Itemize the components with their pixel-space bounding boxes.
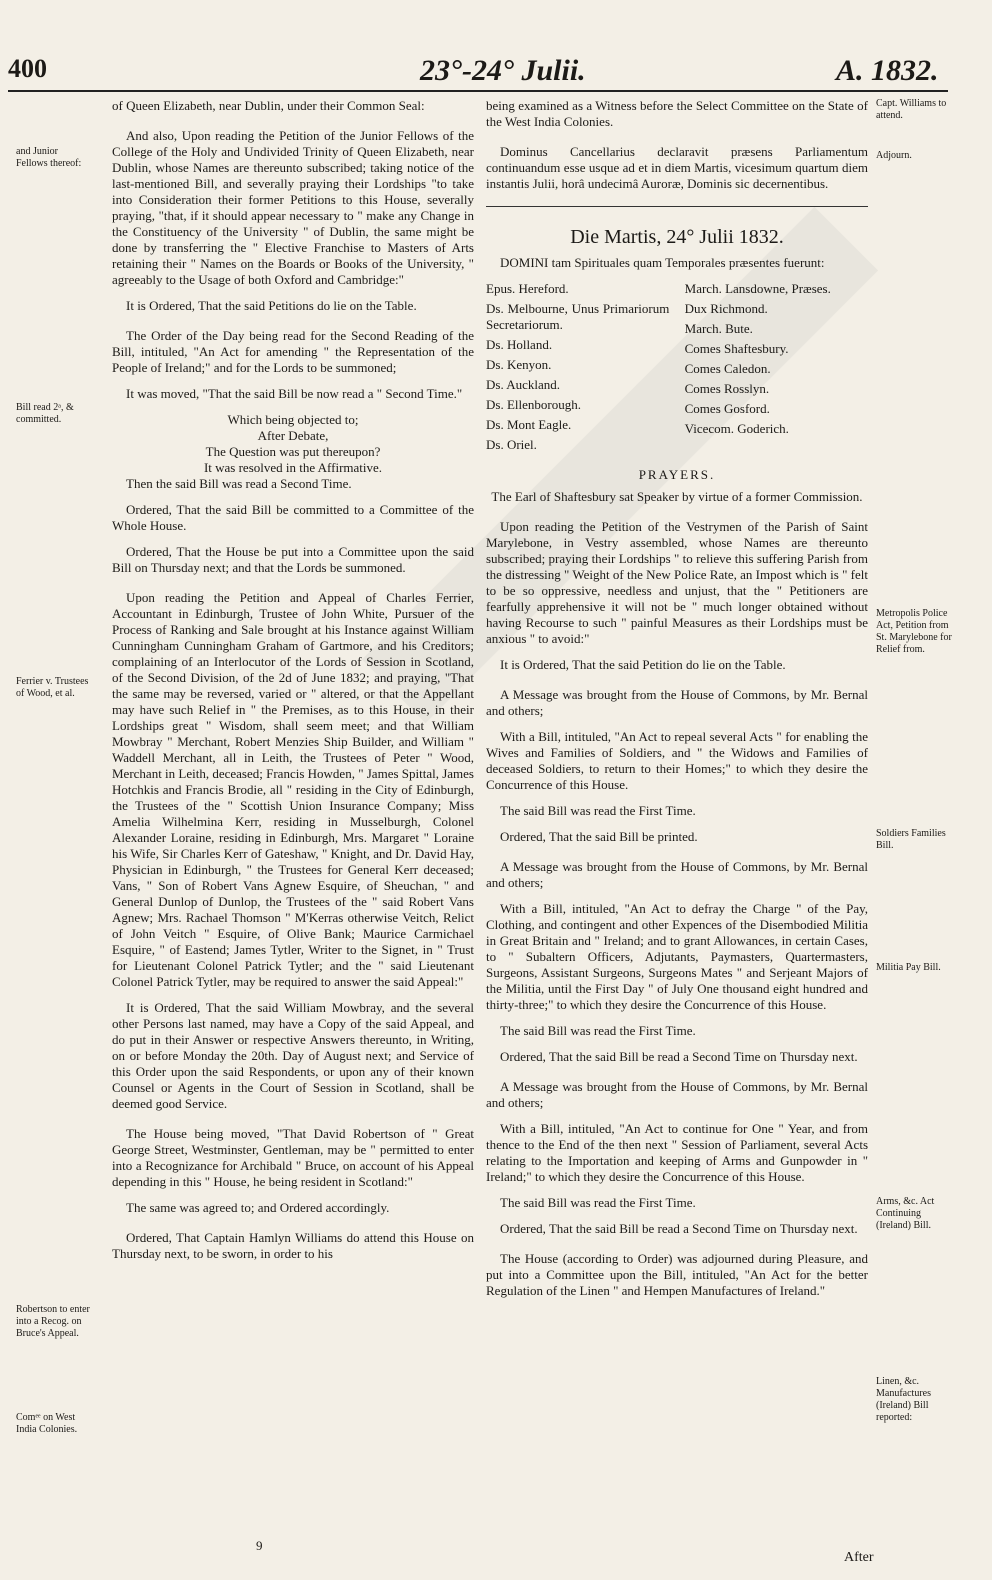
lord-entry: Ds. Ellenborough.: [486, 397, 581, 412]
lord-entry: March. Bute.: [684, 321, 753, 336]
margin-note: Metropolis Police Act, Petition from St. Marylebone for Relief from.: [876, 608, 952, 655]
margin-note: Militia Pay Bill.: [876, 962, 941, 973]
margin-note: Robertson to enter into a Recog. on Bruce's Appeal.: [16, 1304, 90, 1339]
lord-entry: March. Lansdowne, Præses.: [684, 281, 831, 296]
section-divider: [486, 206, 868, 207]
lord-entry: Comes Rosslyn.: [684, 381, 770, 396]
left-column: [112, 98, 474, 1272]
lord-entry: Ds. Kenyon.: [486, 357, 552, 372]
paragraph: A Message was brought from the House of Commons, by Mr. Bernal and others;: [486, 1079, 868, 1110]
lord-entry: Comes Shaftesbury.: [684, 341, 789, 356]
paragraph: The Order of the Day being read for the Second Reading of the Bill, intituled, "An Act for amending " the Representation of the People of Ireland;" and for the Lords to be summoned;: [112, 328, 474, 375]
paragraph: Ordered, That the said Bill be committed to a Committee of the Whole House.: [112, 502, 474, 533]
paragraph: With a Bill, intituled, "An Act to repeal several Acts " for enabling the Wives and Families of Soldiers, and " the Widows and Families of deceased Soldiers, to return to their Homes;" to which they desire the Concurrence of this House.: [486, 729, 868, 792]
paragraph: The House being moved, "That David Robertson of " Great George Street, Westminster, Gentleman, may be " permitted to enter into a Recognizance for Archibald " Bruce, on account of his Appeal depending in this " House, he being resident in Scotland:": [112, 1126, 474, 1189]
lord-entry: Dux Richmond.: [684, 301, 768, 316]
paragraph: With a Bill, intituled, "An Act to defray the Charge " of the Pay, Clothing, and contingent and other Expences of the Disembodied Militia in Great Britain and " Ireland; and to grant Allowances, in certain Cases, to " Subaltern Officers, Adjutants, Paymasters, Quartermasters, Surgeons, Assistant Surgeons, Surgeons Mates " and Serjeant Majors of the Militia, until the First Day " of July One thousand eight hundred and thirty-three;" to which they desire the Concurrence of this House.: [486, 901, 868, 1012]
lord-entry: Ds. Oriel.: [486, 437, 537, 452]
lords-heading: DOMINI tam Spirituales quam Temporales præsentes fuerunt:: [500, 255, 825, 270]
paragraph: Dominus Cancellarius declaravit præsens Parliamentum continuandum esse usque ad et in diem Martis, vicesimum quartum diem instantis Julii, horâ undecimâ Auroræ, Dominis sic decernentibus.: [486, 144, 868, 191]
paragraph: It was moved, "That the said Bill be now read a " Second Time.": [126, 386, 463, 401]
paragraph: It is Ordered, That the said Petition do lie on the Table.: [500, 657, 786, 672]
centered-line: It was resolved in the Affirmative.: [203, 460, 383, 475]
prayers-heading: PRAYERS.: [638, 467, 716, 482]
paragraph: The said Bill was read the First Time.: [500, 803, 696, 818]
margin-note: Bill read 2ᵃ, & committed.: [16, 402, 74, 425]
paragraph: of Queen Elizabeth, near Dublin, under their Common Seal:: [112, 98, 425, 113]
paragraph: And also, Upon reading the Petition of the Junior Fellows of the College of the Holy and Undivided Trinity of Queen Elizabeth, near Dublin, whose Names are thereunto subscribed; taking notice of the last-mentioned Bill, and severally praying their Lordships "to take into Consideration their former Petitions to this House, severally praying, "that, if it should appear necessary to " make any Change in the Constituency of the University " of Dublin, the same might be done by transferring the " Elective Franchise to Masters of Arts retaining their " Names on the Boards or Books of the University, " agreeably to the Usage of both Oxford and Cambridge:": [112, 128, 474, 287]
page-number: 400: [8, 54, 47, 83]
page-year: A. 1832.: [836, 54, 939, 87]
right-column: [486, 98, 868, 1309]
lord-entry: Ds. Auckland.: [486, 377, 561, 392]
header-rule: [8, 90, 948, 92]
paragraph: being examined as a Witness before the Select Committee on the State of the West India Colonies.: [486, 98, 868, 129]
margin-note: Linen, &c. Manufactures (Ireland) Bill reported:: [876, 1376, 931, 1423]
day-title: Die Martis, 24° Julii 1832.: [570, 226, 784, 248]
lords-present: [486, 281, 868, 457]
lord-entry: Ds. Mont Eagle.: [486, 417, 572, 432]
signature-mark: 9: [256, 1538, 263, 1553]
page-date: 23°-24° Julii.: [420, 54, 586, 87]
lord-entry: Ds. Holland.: [486, 337, 553, 352]
paragraph: The said Bill was read the First Time.: [500, 1195, 696, 1210]
paragraph: It is Ordered, That the said William Mowbray, and the several other Persons last named, may have a Copy of the said Appeal, and do put in their Answer or respective Answers thereunto, in Writing, on or before Monday the 20th. Day of August next; and Service of this Order upon the said Respondents, or upon any of their known Counsel or Agents in the Court of Session in Scotland, shall be deemed good Service.: [112, 1000, 474, 1111]
lord-entry: Epus. Hereford.: [486, 281, 569, 296]
margin-note: Soldiers Families Bill.: [876, 828, 946, 851]
paragraph: Upon reading the Petition and Appeal of Charles Ferrier, Accountant in Edinburgh, Trustee of John White, Pursuer of the Process of Ranking and Sale brought at his Instance against William Cunningham Cunningham Graham of Gartmore, and his Creditors; complaining of an Interlocutor of the Lords of Session in Scotland, of the Second Division, of the 2d of June 1832; and praying, "That the same may be reversed, varied or " altered, or that the Appellant may have such Relief in " the Premises, as to this House, in their Lordships great " Wisdom, shall seem meet; and that William Mowbray " Merchant, Robert Menzies Ship Builder, and William " Waddell Merchant, all in Leith, the Trustees of Peter " Wood, Merchant in Leith, deceased; Francis Howden, " James Spittal, James Hotchkis and Francis Brodie, all " residing in the City of Edinburgh, the Trustees of the " Scottish Union Insurance Company; Miss Amelia Wilhelmina Kerr, residing in Musselburgh, Colonel Alexander Loraine, residing in Edinburgh, Mrs. Margaret " Loraine his Wife, Sir Charles Kerr of Gateshaw, " Knight, and Dr. David Hay, Physician in Edinburgh, " the Trustees for General Kerr deceased; Vans, " Son of Robert Vans Agnew Esquire, of Sheuchan, " and General Dunlop of Dunlop, the Trustees of the " said Robert Vans Agnew; Mrs. Rachael Thomson " M'Kerras otherwise Veitch, Relict of John Veitch " Esquire, of Olive Bank; Maurice Carmichael Esquire, " of Eastend; James Tytler, Writer to the Signet, in " Trust for Lieutenant Colonel Patrick Tytler; and the " said Lieutenant Colonel Patrick Tytler, may be required to answer the said Appeal:": [112, 590, 474, 989]
lord-entry: Comes Gosford.: [684, 401, 770, 416]
margin-note: and Junior Fellows thereof:: [16, 146, 82, 169]
paragraph: Ordered, That the said Bill be read a Second Time on Thursday next.: [500, 1049, 858, 1064]
lord-entry: Ds. Melbourne, Unus Primariorum Secretariorum.: [486, 301, 670, 332]
paragraph: With a Bill, intituled, "An Act to continue for One " Year, and from thence to the End of the then next " Session of Parliament, several Acts relating to the Importation and keeping of Arms and Gunpowder in " Ireland;" to which they desire the Concurrence of this House.: [486, 1121, 868, 1184]
centered-line: The Question was put thereupon?: [205, 444, 381, 459]
margin-note: Comᵉᵉ on West India Colonies.: [16, 1412, 78, 1435]
paragraph: Ordered, That the said Bill be read a Second Time on Thursday next.: [500, 1221, 858, 1236]
paragraph: It is Ordered, That the said Petitions do lie on the Table.: [126, 298, 417, 313]
centered-line: Which being objected to;: [227, 412, 359, 427]
paragraph: Ordered, That the said Bill be printed.: [500, 829, 698, 844]
catchword: After: [844, 1550, 874, 1565]
lord-entry: Vicecom. Goderich.: [684, 421, 789, 436]
margin-note: Arms, &c. Act Continuing (Ireland) Bill.: [876, 1196, 935, 1231]
paragraph: Then the said Bill was read a Second Time.: [126, 476, 352, 491]
margin-note: Adjourn.: [876, 150, 912, 161]
paragraph: Ordered, That the House be put into a Committee upon the said Bill on Thursday next; and that the Lords be summoned.: [112, 544, 474, 575]
centered-line: After Debate,: [257, 428, 329, 443]
margin-note: Capt. Williams to attend.: [876, 98, 947, 121]
lords-left-list: [486, 281, 669, 457]
paragraph: Upon reading the Petition of the Vestrymen of the Parish of Saint Marylebone, in Vestry assembled, whose Names are thereunto subscribed; praying their Lordships " to relieve this suffering Parish from the distressing " Weight of the New Police Rate, an Impost which is " felt to be so oppressive, needless and unjust, that the " Petitioners are fearfully apprehensive it will not be " much longer obtained without having Recourse to such " painful Measures as their Lordships must be anxious " to avoid:": [486, 519, 868, 646]
paragraph: The said Bill was read the First Time.: [500, 1023, 696, 1038]
paragraph: The same was agreed to; and Ordered accordingly.: [126, 1200, 390, 1215]
paragraph: A Message was brought from the House of Commons, by Mr. Bernal and others;: [486, 859, 868, 890]
paragraph: A Message was brought from the House of Commons, by Mr. Bernal and others;: [486, 687, 868, 718]
lord-entry: Comes Caledon.: [684, 361, 771, 376]
paragraph: The House (according to Order) was adjourned during Pleasure, and put into a Committee upon the Bill, intituled, "An Act for the better Regulation of the Linen " and Hempen Manufactures of Ireland.": [486, 1251, 868, 1298]
paragraph: Ordered, That Captain Hamlyn Williams do attend this House on Thursday next, to be sworn, in order to his: [112, 1230, 474, 1261]
lords-right-list: [685, 281, 868, 457]
paragraph: The Earl of Shaftesbury sat Speaker by virtue of a former Commission.: [491, 489, 863, 504]
margin-note: Ferrier v. Trustees of Wood, et al.: [16, 676, 89, 699]
